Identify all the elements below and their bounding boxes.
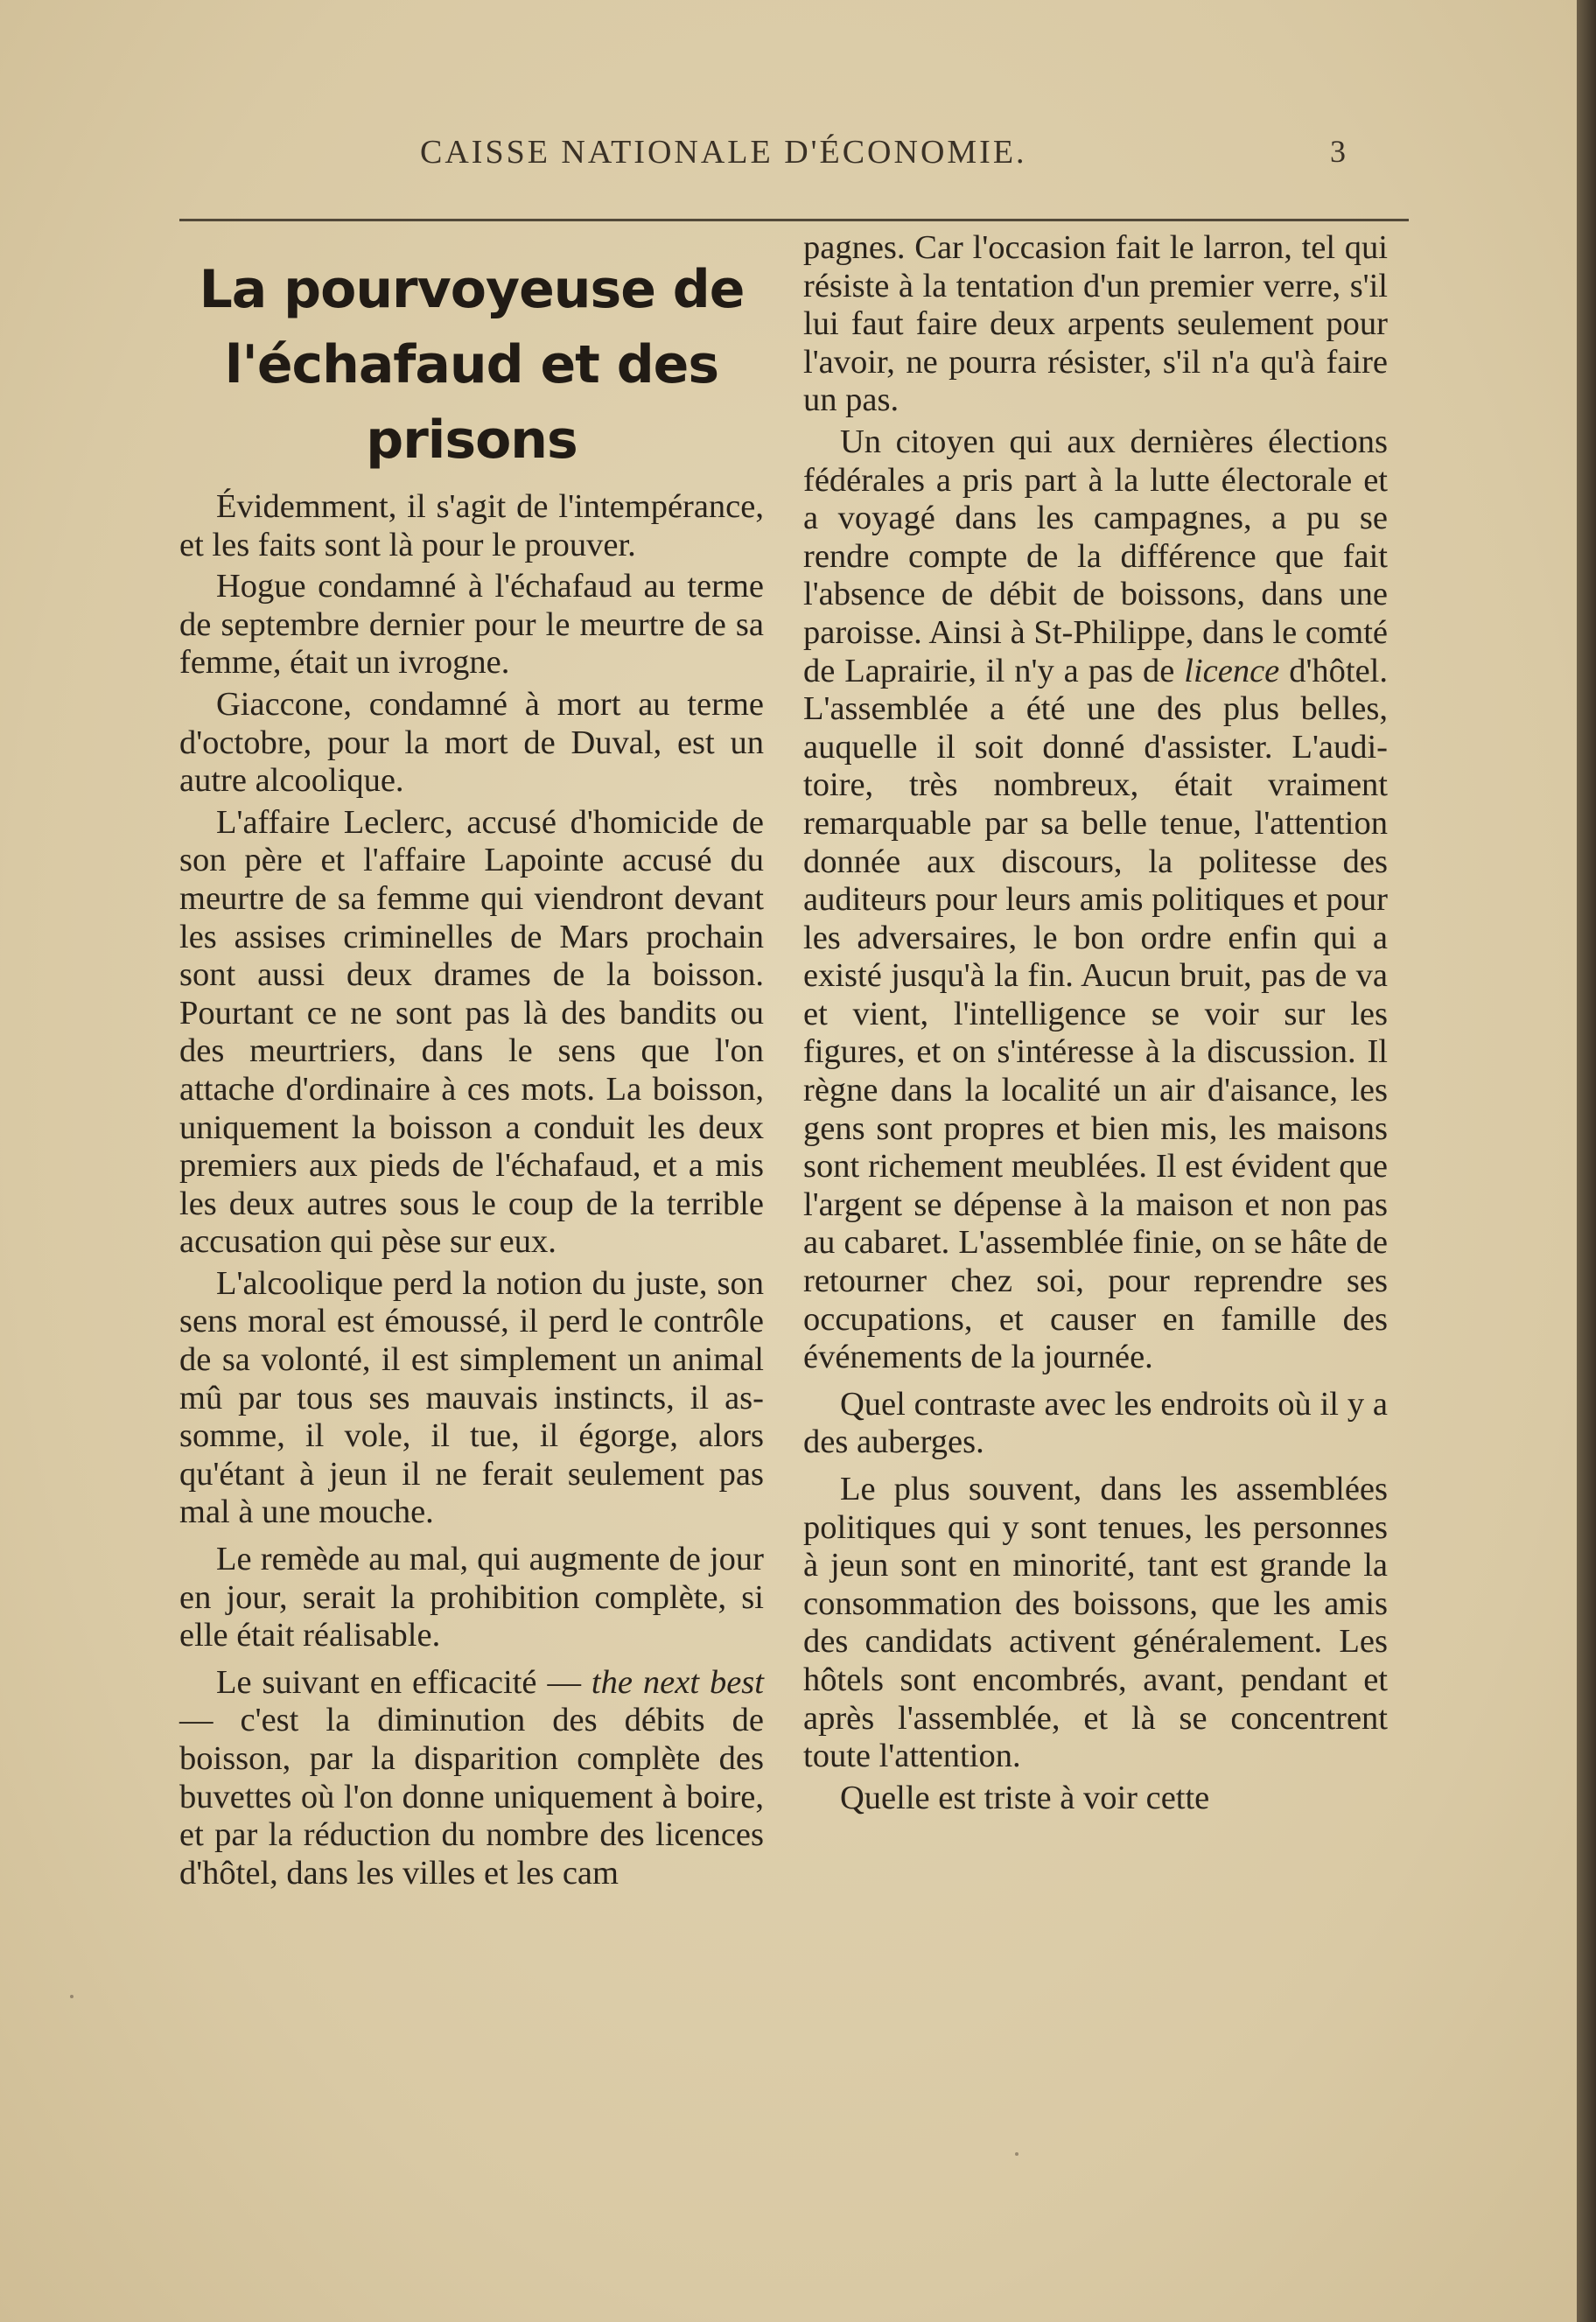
paragraph: Évidemment, il s'agit de l'intempérance, et les faits sont là pour le prouver. — [179, 488, 764, 563]
paragraph-text: d'hôtel. L'assemblée a été une des plus belles, auquelle il soit donné d'assister. L'auditoire, très nombreux, était vraiment remarquable par sa belle tenue, l'attention donnée aux discours, la politesse des auditeurs pour leurs amis politiques et pour les adversaires, le bon ordre enfin qui a existé jusqu'à la fin. Aucun bruit, pas de va et vient, l'intelligence se voir sur les figures, et on s'intéresse à la discussion. Il règne dans la localité un air d'aisance, les gens sont propres et bien mis, les maisons sont richement meublées. Il est évident que l'argent se dépense à la maison et non pas au cabaret. L'assemblée finie, on se hâte de retourner chez soi, pour reprendre ses occupations, et causer en famille des événements de la journée. — [803, 652, 1389, 1376]
paragraph — [179, 1664, 764, 1893]
paragraph: Hogue condamné à l'échafaud au terme de septembre dernier pour le meurtre de sa femme, était un ivrogne. — [179, 568, 764, 682]
paragraph: Quel contraste avec les endroits où il y a des auberges. — [803, 1385, 1388, 1461]
paper-speck — [70, 1995, 74, 1998]
paragraph: Le plus souvent, dans les assemblées politiques qui y sont tenues, les personnes à jeun sont en minorité, tant est grande la consommation des boissons, que les amis des candidats activent généralement. Les hôtels sont encombrés, avant, pendant et après l'assemblée, et là se concentrent toute l'attention. — [803, 1471, 1388, 1775]
paragraph: L'alcoolique perd la notion du juste, son sens moral est émoussé, il perd le contrôle de sa volonté, il est simplement un animal mû par tous ses mauvais instincts, il assomme, il vole, il tue, il égorge, alors qu'étant à jeun il ne ferait seulement pas mal à une mouche. — [179, 1264, 764, 1531]
running-header — [175, 133, 1418, 185]
page-edge-shadow — [1577, 0, 1596, 2322]
right-column — [803, 229, 1388, 1821]
paragraph: L'affaire Leclerc, accusé d'homicide de son père et l'affaire Lapointe accusé du meurtre de sa femme qui viendront devant les assises criminelles de Mars prochain sont aussi deux drames de la boisson. Pourtant ce ne sont pas là des bandits ou des meurtriers, dans le sens que l'on attache d'ordinaire à ces mots. La boisson, uniquement la boisson a conduit les deux premiers aux pieds de l'échafaud, et a mis les deux autres sous le coup de la terrible accusation qui pèse sur eux. — [179, 803, 764, 1261]
left-column — [179, 229, 764, 1896]
paragraph-text: — c'est la diminution des débits de boisson, par la disparition complète des buvettes où l'on donne uniquement à boire, et par la réduction du nombre des licences d'hôtel, dans les villes et les cam — [179, 1702, 764, 1892]
header-title: CAISSE NATIONALE D'ÉCONOMIE. — [420, 134, 1027, 171]
italic-word: licence — [1184, 652, 1280, 689]
article-title: La pourvoyeuse de l'échafaud et des prisons — [199, 259, 745, 471]
paragraph-continued: pagnes. Car l'occasion fait le larron, tel qui résiste à la tentation d'un premier verre, s'il lui faut faire deux arpents seulement pour l'avoir, ne pourra résister, s'il n'a qu'à faire un pas. — [803, 229, 1388, 419]
paragraph: Giaccone, condamné à mort au terme d'octobre, pour la mort de Duval, est un autre alcoolique. — [179, 685, 764, 800]
paragraph: Quelle est triste à voir cette — [840, 1779, 1210, 1816]
paragraph-text: Un citoyen qui aux dernières élections fédérales a pris part à la lutte électorale et a voyagé dans les campagnes, a pu se rendre compte de la différence que fait l'absence de débit de boissons, dans une paroisse. Ainsi à St-Philippe, dans le comté de Laprairie, il n'y a pas de — [803, 423, 1388, 689]
paragraph-text: Le suivant en efficacité — — [216, 1663, 592, 1701]
page-number: 3 — [1330, 134, 1346, 169]
header-rule — [179, 219, 1409, 221]
paper-speck — [1015, 2152, 1018, 2156]
paragraph — [803, 423, 1388, 1377]
paragraph: Le remède au mal, qui augmente de jour en jour, serait la prohibition complète, si elle était réalisable. — [179, 1541, 764, 1654]
italic-phrase: the next best — [591, 1663, 764, 1701]
